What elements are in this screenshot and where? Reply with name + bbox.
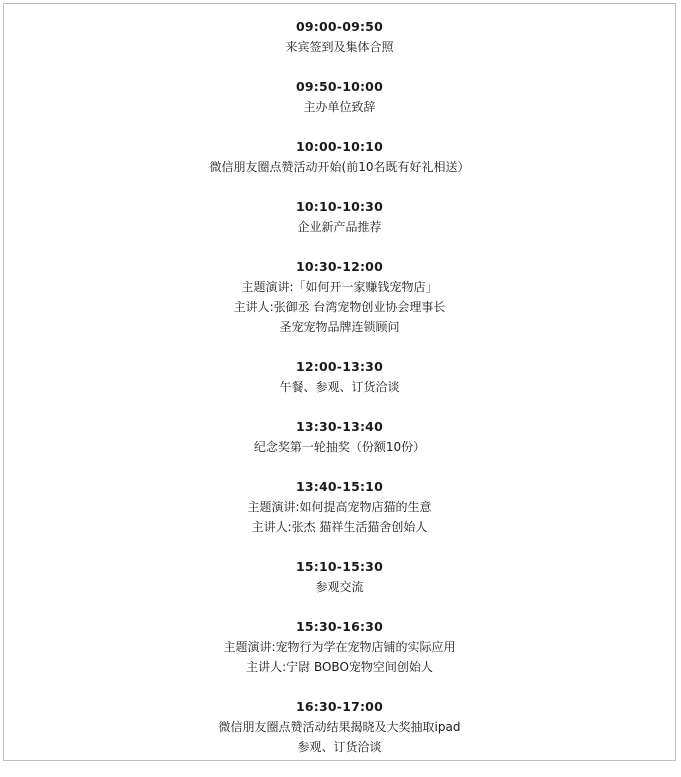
agenda-line: 主题演讲:宠物行为学在宠物店铺的实际应用 [223, 640, 456, 654]
schedule-block [4, 137, 675, 177]
time-slot: 16:30-17:00 [296, 699, 383, 714]
schedule-block [4, 697, 675, 757]
agenda-line: 来宾签到及集体合照 [285, 40, 394, 54]
agenda-line: 主讲人:宁尉 BOBO宠物空间创始人 [246, 660, 433, 674]
agenda-line: 主办单位致辞 [303, 100, 376, 114]
agenda-line: 主讲人:张御丞 台湾宠物创业协会理事长 [233, 300, 446, 314]
agenda-line: 主题演讲:如何提高宠物店猫的生意 [247, 500, 432, 514]
schedule-block [4, 557, 675, 597]
time-slot: 09:00-09:50 [296, 19, 383, 34]
agenda-line: 微信朋友圈点赞活动开始(前10名既有好礼相送） [209, 160, 470, 174]
schedule-frame [3, 3, 676, 761]
agenda-line: 午餐、参观、订货洽谈 [279, 380, 400, 394]
schedule-list [4, 17, 675, 777]
schedule-block [4, 357, 675, 397]
agenda-line: 参观、订货洽谈 [297, 740, 382, 754]
agenda-line: 主讲人:张杰 猫祥生活猫舍创始人 [251, 520, 428, 534]
schedule-block [4, 417, 675, 457]
time-slot: 12:00-13:30 [296, 359, 383, 374]
agenda-line: 圣宠宠物品牌连锁顾问 [279, 320, 400, 334]
schedule-block [4, 17, 675, 57]
time-slot: 10:00-10:10 [296, 139, 383, 154]
time-slot: 15:30-16:30 [296, 619, 383, 634]
schedule-block [4, 617, 675, 677]
schedule-block [4, 477, 675, 537]
schedule-block [4, 257, 675, 337]
schedule-block [4, 77, 675, 117]
time-slot: 10:10-10:30 [296, 199, 383, 214]
time-slot: 09:50-10:00 [296, 79, 383, 94]
agenda-line: 微信朋友圈点赞活动结果揭晓及大奖抽取ipad [218, 720, 461, 734]
time-slot: 15:10-15:30 [296, 559, 383, 574]
agenda-line: 企业新产品推荐 [297, 220, 382, 234]
time-slot: 10:30-12:00 [296, 259, 383, 274]
time-slot: 13:30-13:40 [296, 419, 383, 434]
agenda-line: 主题演讲:「如何开一家赚钱宠物店」 [241, 280, 438, 294]
agenda-line: 参观交流 [315, 580, 364, 594]
agenda-line: 纪念奖第一轮抽奖（份额10份） [253, 440, 426, 454]
schedule-block [4, 197, 675, 237]
time-slot: 13:40-15:10 [296, 479, 383, 494]
